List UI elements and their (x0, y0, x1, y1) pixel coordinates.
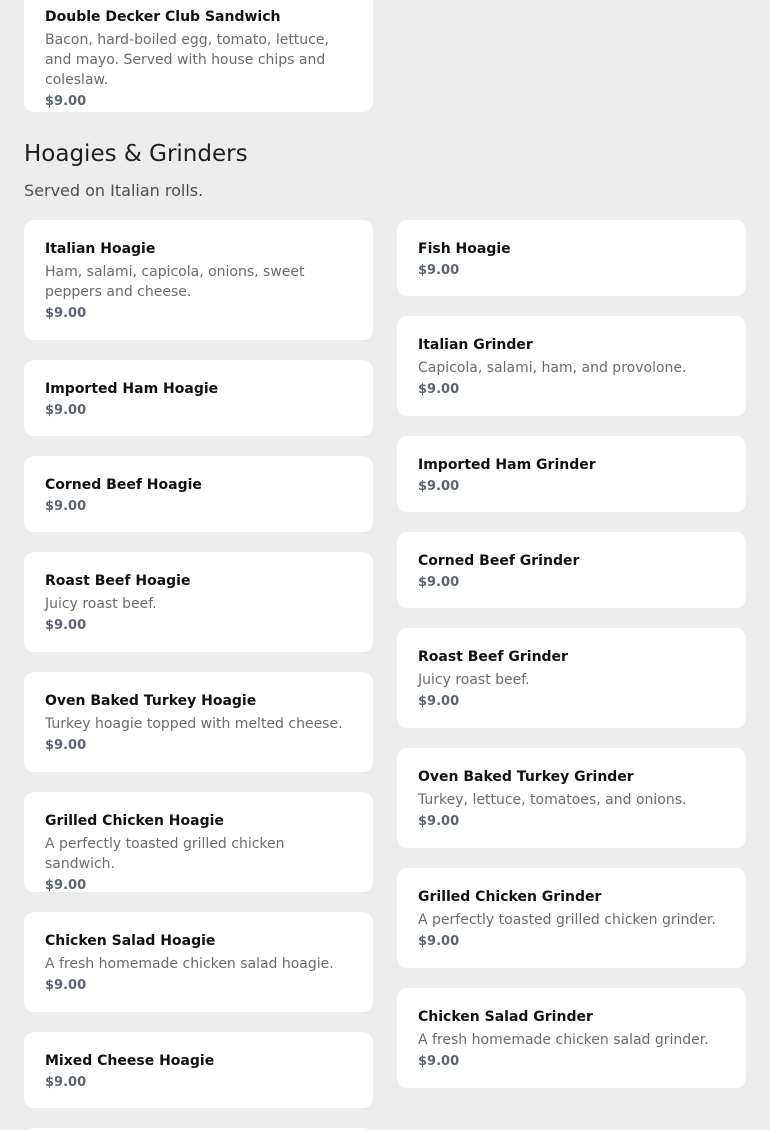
item-name: Fish Hoagie (418, 241, 511, 257)
menu-item-card[interactable] (397, 316, 746, 416)
menu-item-card[interactable] (397, 868, 746, 968)
item-name: Imported Ham Hoagie (45, 381, 219, 397)
item-name: Roast Beef Hoagie (45, 573, 191, 589)
item-price: $9.00 (45, 738, 87, 753)
menu-item-card[interactable] (397, 748, 746, 848)
item-name: Roast Beef Grinder (418, 649, 568, 665)
menu-item-card[interactable] (397, 436, 746, 512)
section-title: Hoagies & Grinders (24, 141, 248, 167)
item-description: Juicy roast beef. (418, 672, 530, 688)
item-name: Corned Beef Hoagie (45, 477, 202, 493)
item-name: Oven Baked Turkey Grinder (418, 769, 634, 785)
menu-item-card[interactable] (24, 912, 373, 1012)
item-name: Mixed Cheese Hoagie (45, 1053, 215, 1069)
item-name: Chicken Salad Grinder (418, 1009, 593, 1025)
item-description: Bacon, hard-boiled egg, tomato, lettuce, and mayo. Served with house chips and coleslaw. (45, 32, 329, 88)
item-name: Double Decker Club Sandwich (45, 9, 281, 25)
item-price: $9.00 (45, 978, 87, 993)
item-description: Capicola, salami, ham, and provolone. (418, 360, 687, 376)
menu-item-card[interactable] (24, 552, 373, 652)
menu-item-card[interactable] (24, 360, 373, 436)
item-description: A fresh homemade chicken salad grinder. (418, 1032, 709, 1048)
item-price: $9.00 (418, 934, 460, 949)
item-price: $9.00 (45, 94, 87, 109)
menu-item-card[interactable] (24, 792, 373, 892)
menu-item-card[interactable] (24, 1032, 373, 1108)
item-name: Chicken Salad Hoagie (45, 933, 216, 949)
item-price: $9.00 (418, 479, 460, 494)
menu-item-card[interactable] (397, 532, 746, 608)
item-name: Grilled Chicken Hoagie (45, 813, 224, 829)
item-description: Turkey hoagie topped with melted cheese. (45, 716, 343, 732)
menu-item-card[interactable] (24, 672, 373, 772)
section-subtitle: Served on Italian rolls. (24, 181, 204, 200)
item-description: Ham, salami, capicola, onions, sweet peppers and cheese. (45, 264, 305, 300)
item-price: $9.00 (45, 499, 87, 514)
menu-item-card[interactable] (397, 220, 746, 296)
item-name: Imported Ham Grinder (418, 457, 596, 473)
menu-item-card[interactable] (397, 988, 746, 1088)
item-price: $9.00 (45, 1075, 87, 1090)
menu-item-card[interactable] (24, 456, 373, 532)
item-price: $9.00 (418, 382, 460, 397)
item-description: A perfectly toasted grilled chicken sandwich. (45, 836, 285, 872)
item-description: Turkey, lettuce, tomatoes, and onions. (418, 792, 687, 808)
item-description: Juicy roast beef. (45, 596, 157, 612)
item-price: $9.00 (45, 306, 87, 321)
item-price: $9.00 (418, 694, 460, 709)
item-price: $9.00 (418, 814, 460, 829)
item-description: A fresh homemade chicken salad hoagie. (45, 956, 334, 972)
menu-item-card[interactable] (24, 220, 373, 340)
item-name: Oven Baked Turkey Hoagie (45, 693, 257, 709)
item-price: $9.00 (418, 1054, 460, 1069)
item-price: $9.00 (45, 618, 87, 633)
menu-item-card[interactable] (397, 628, 746, 728)
menu-item-card[interactable] (24, 0, 373, 112)
item-price: $9.00 (418, 263, 460, 278)
item-name: Corned Beef Grinder (418, 553, 580, 569)
item-price: $9.00 (418, 575, 460, 590)
item-name: Grilled Chicken Grinder (418, 889, 602, 905)
item-price: $9.00 (45, 878, 87, 893)
item-name: Italian Grinder (418, 337, 533, 353)
item-price: $9.00 (45, 403, 87, 418)
item-description: A perfectly toasted grilled chicken grinder. (418, 912, 716, 928)
item-name: Italian Hoagie (45, 241, 156, 257)
